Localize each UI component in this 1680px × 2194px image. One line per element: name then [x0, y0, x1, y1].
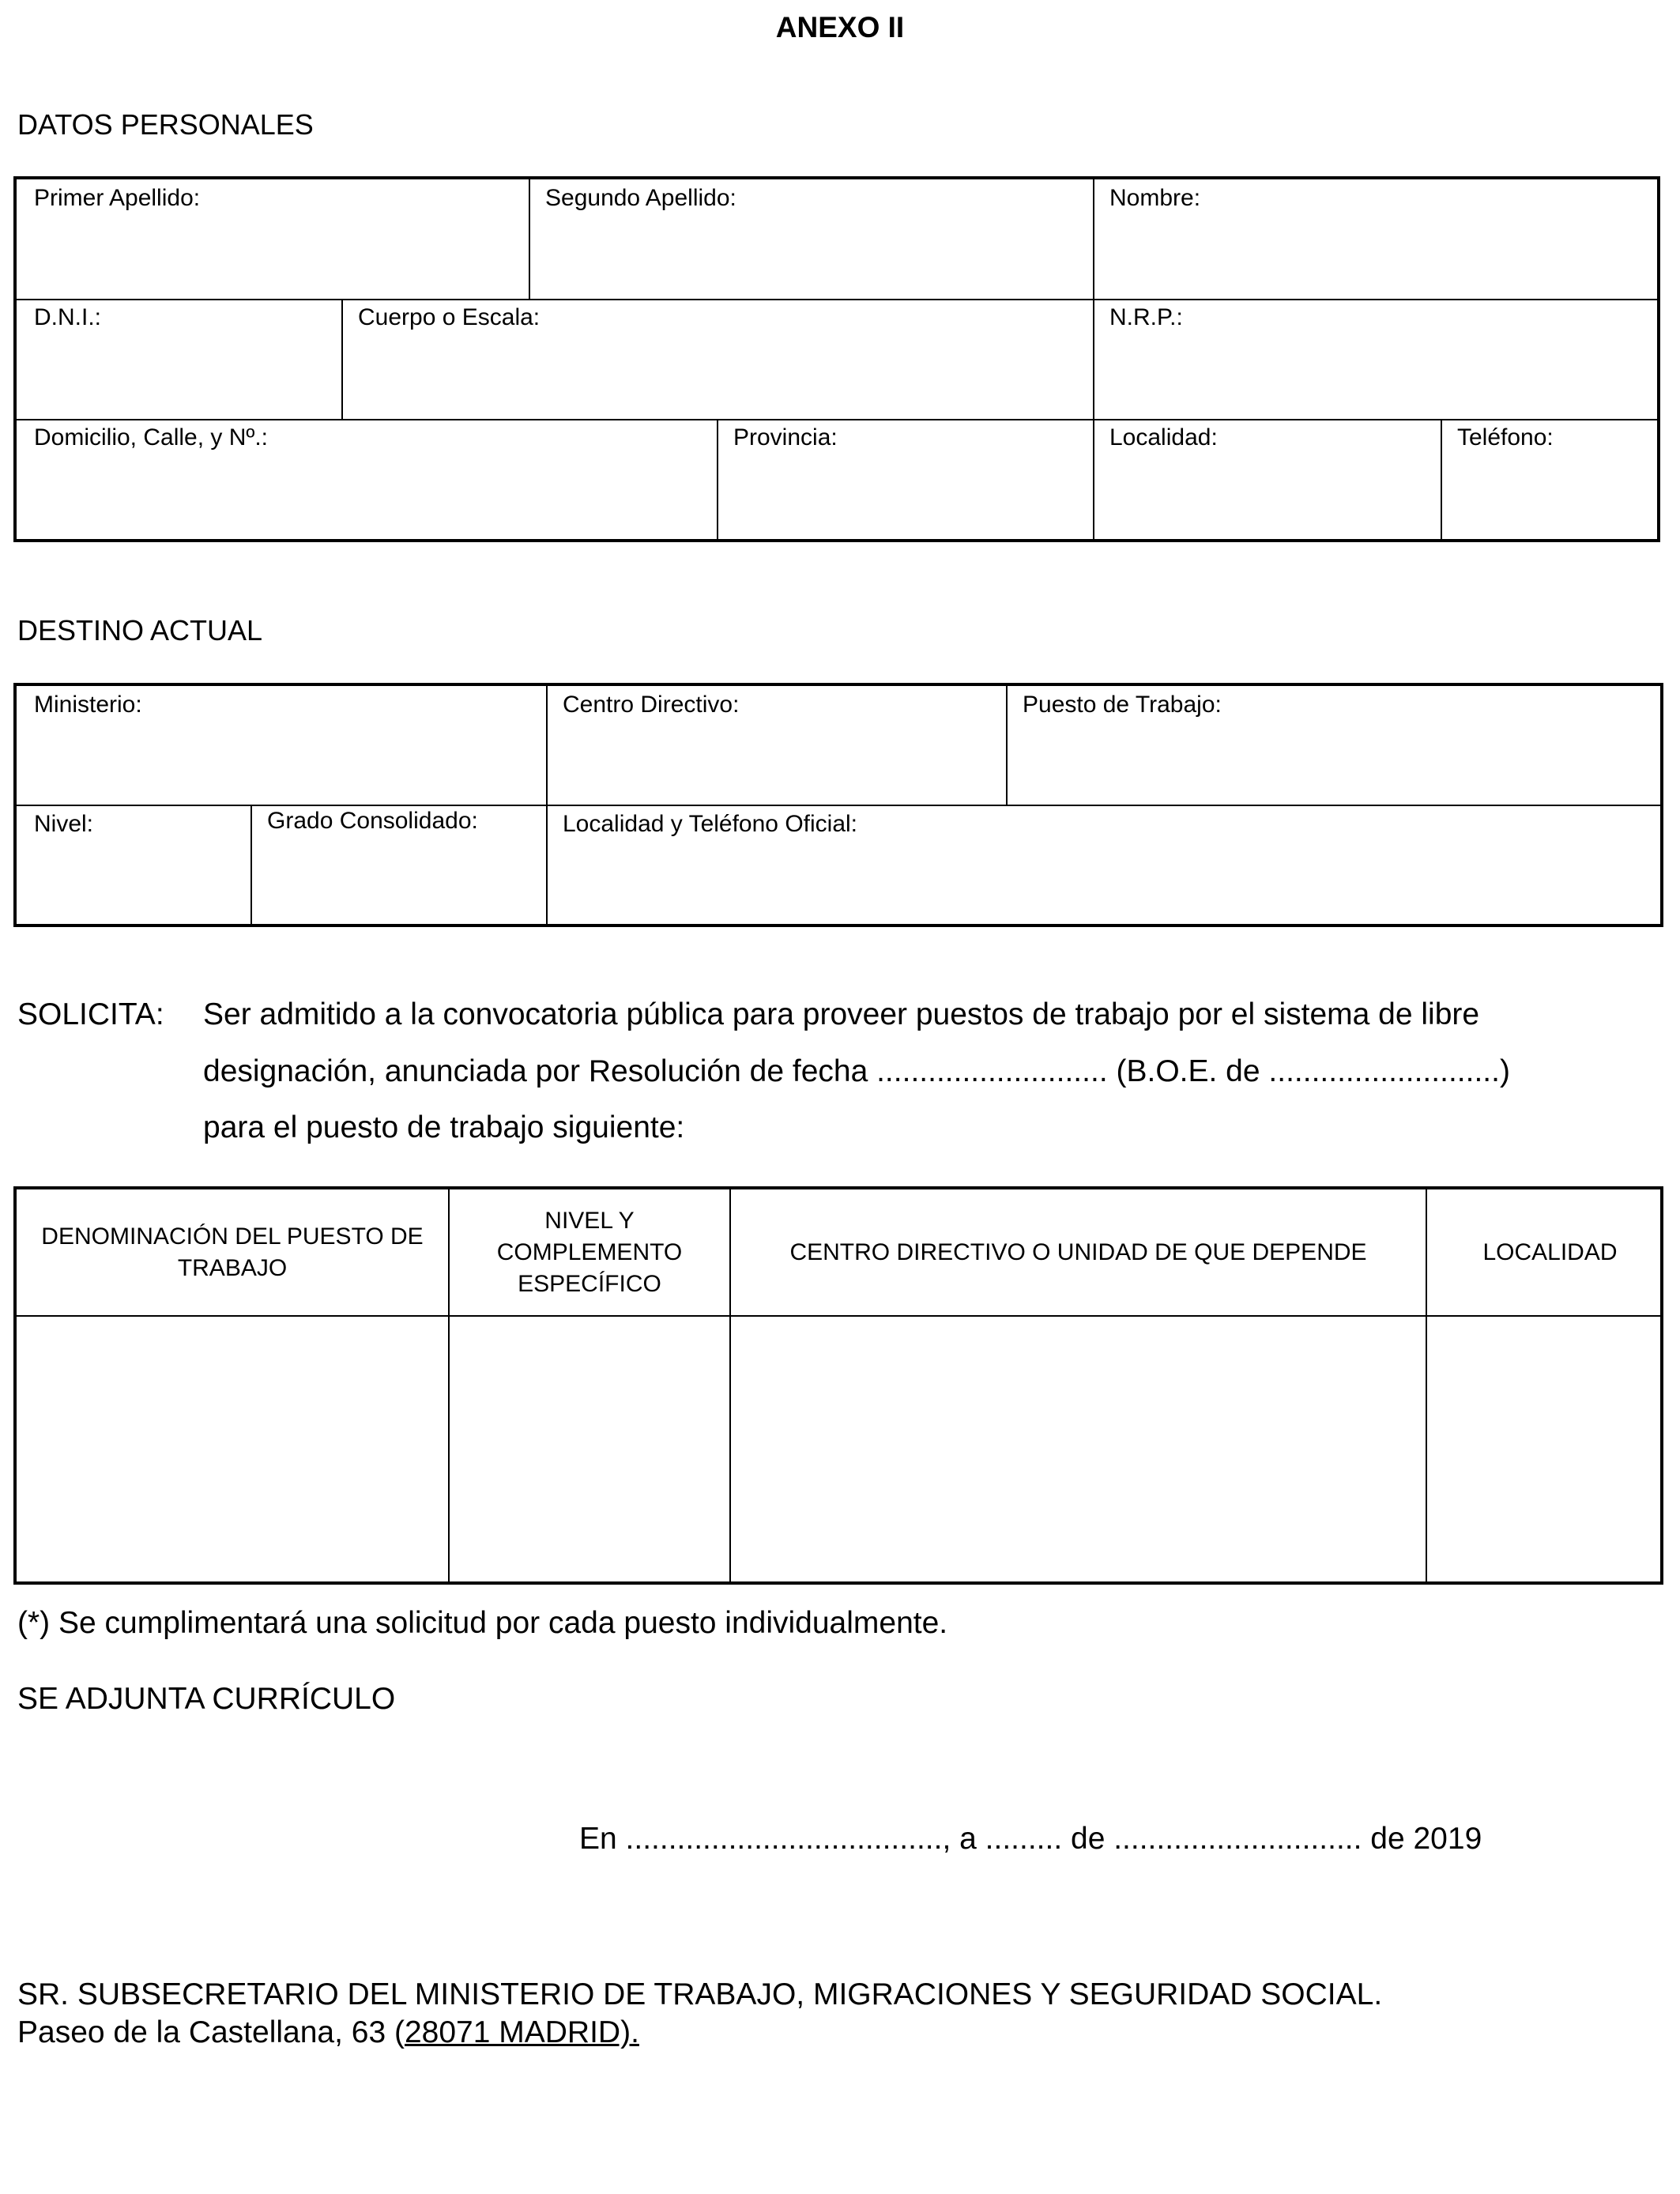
domicilio-field[interactable]: Domicilio, Calle, y Nº.:: [34, 424, 269, 450]
solicita-text-line-1: Ser admitido a la convocatoria pública para proveer puestos de trabajo por el sistema de libre: [203, 997, 1480, 1031]
destinatario-line-1: SR. SUBSECRETARIO DEL MINISTERIO DE TRABAJO, MIGRACIONES Y SEGURIDAD SOCIAL.: [17, 1977, 1383, 2011]
row-divider: [17, 419, 1657, 420]
centro-directivo-cell[interactable]: [731, 1317, 1426, 1581]
destino-actual-table: [13, 683, 1663, 927]
denominacion-cell[interactable]: [17, 1317, 448, 1581]
nivel-complemento-cell[interactable]: [450, 1317, 729, 1581]
nivel-field[interactable]: Nivel:: [34, 811, 94, 837]
footnote: (*) Se cumplimentará una solicitud por cada puesto individualmente.: [17, 1606, 948, 1640]
column-divider: [546, 686, 548, 805]
column-divider: [546, 805, 548, 924]
ministerio-field[interactable]: Ministerio:: [34, 692, 142, 718]
postal-code-city: 28071 MADRID).: [404, 2015, 639, 2049]
header-centro-directivo: CENTRO DIRECTIVO O UNIDAD DE QUE DEPENDE: [789, 1238, 1367, 1265]
page-title: ANEXO II: [775, 11, 905, 43]
destinatario-line-2: [17, 2015, 639, 2050]
column-divider: [1441, 420, 1442, 539]
puestos-table: [13, 1186, 1663, 1585]
row-divider: [17, 805, 1660, 806]
dni-field[interactable]: D.N.I.:: [34, 304, 102, 330]
row-divider: [17, 299, 1657, 300]
column-divider: [529, 179, 530, 300]
solicita-text-line-2: designación, anunciada por Resolución de fecha ........................... (B.O.E. de ...........................): [203, 1054, 1510, 1088]
column-divider: [717, 420, 718, 539]
provincia-field[interactable]: Provincia:: [733, 424, 838, 450]
telefono-field[interactable]: Teléfono:: [1457, 424, 1554, 450]
destino-actual-heading: DESTINO ACTUAL: [17, 614, 263, 647]
datos-personales-table: [13, 176, 1660, 542]
column-divider: [1093, 420, 1094, 539]
header-nivel-complemento: NIVEL Y COMPLEMENTO ESPECÍFICO: [496, 1207, 683, 1297]
address-text: Paseo de la Castellana, 63 (: [17, 2015, 405, 2049]
solicita-text-line-3: para el puesto de trabajo siguiente:: [203, 1110, 685, 1144]
column-divider: [341, 300, 343, 420]
header-localidad: LOCALIDAD: [1482, 1238, 1618, 1265]
cuerpo-escala-field[interactable]: Cuerpo o Escala:: [358, 304, 541, 330]
puesto-trabajo-field[interactable]: Puesto de Trabajo:: [1023, 692, 1222, 718]
localidad-telefono-field[interactable]: Localidad y Teléfono Oficial:: [563, 811, 858, 837]
nrp-field[interactable]: N.R.P.:: [1109, 304, 1183, 330]
localidad-field[interactable]: Localidad:: [1109, 424, 1218, 450]
column-divider: [1093, 179, 1094, 300]
datos-personales-heading: DATOS PERSONALES: [17, 108, 314, 141]
header-denominacion: DENOMINACIÓN DEL PUESTO DE TRABAJO: [41, 1223, 424, 1281]
adjunta-curriculo: SE ADJUNTA CURRÍCULO: [17, 1682, 396, 1716]
column-divider: [250, 805, 252, 924]
solicita-label: SOLICITA:: [17, 997, 164, 1031]
centro-directivo-field[interactable]: Centro Directivo:: [563, 692, 740, 718]
grado-consolidado-field[interactable]: Grado Consolidado:: [267, 808, 478, 834]
primer-apellido-field[interactable]: Primer Apellido:: [34, 185, 201, 211]
localidad-cell[interactable]: [1427, 1317, 1660, 1581]
column-divider: [1006, 686, 1008, 805]
fecha-lugar-line[interactable]: En ....................................., a ......... de ............................. de 2019: [579, 1822, 1482, 1856]
column-divider: [1093, 300, 1094, 420]
segundo-apellido-field[interactable]: Segundo Apellido:: [545, 185, 736, 211]
nombre-field[interactable]: Nombre:: [1109, 185, 1201, 211]
